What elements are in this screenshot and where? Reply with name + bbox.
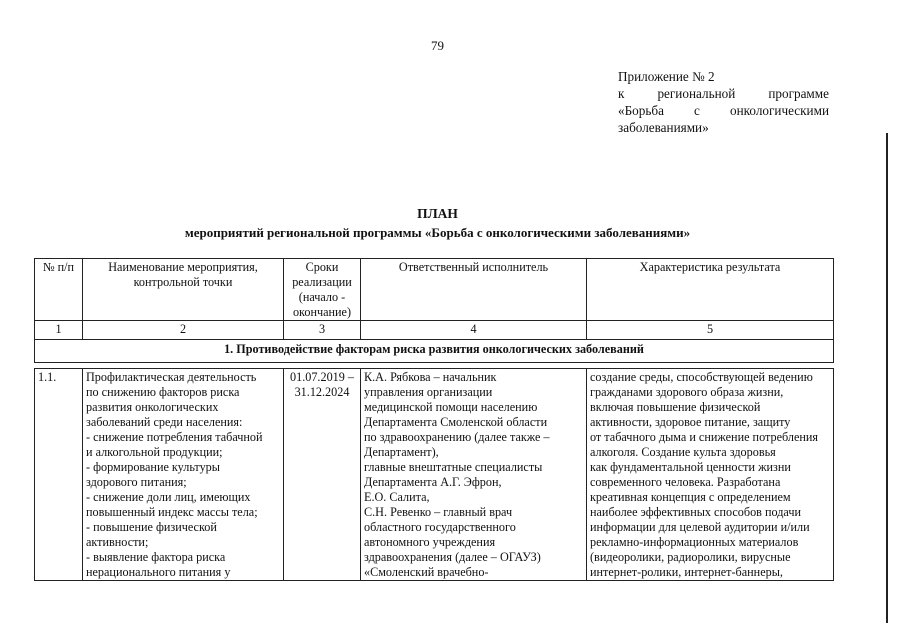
- plan-table: [34, 258, 834, 581]
- text-line: от табачного дыма и снижение потребления: [590, 430, 819, 444]
- appendix-word: онкологическими: [730, 103, 829, 118]
- text-line: - снижение потребления табачной: [86, 430, 263, 444]
- text-line: и алкогольной продукции;: [86, 445, 223, 459]
- text-line: 31.12.2024: [294, 385, 350, 399]
- text-line: здравоохранения (далее – ОГАУЗ): [364, 550, 541, 564]
- text-line: нерационального питания у: [86, 565, 231, 579]
- section-heading: 1. Противодействие факторам риска развития онкологических заболеваний: [35, 340, 834, 363]
- document-subtitle: мероприятий региональной программы «Борьба с онкологическими заболеваниями»: [184, 225, 691, 240]
- text-line: наиболее эффективных способов подачи: [590, 505, 802, 519]
- text-line: Департамента Смоленской области: [364, 415, 548, 429]
- text-line: главные внештатные специалисты: [364, 460, 543, 474]
- appendix-line-2: [618, 85, 829, 102]
- executor-cell: [361, 369, 587, 581]
- text-line: Департамент),: [364, 445, 439, 459]
- text-line: областного государственного: [364, 520, 516, 534]
- text-line: медицинской помощи населению: [364, 400, 538, 414]
- text-line: - повышение физической: [86, 520, 217, 534]
- appendix-word: к: [618, 86, 625, 101]
- text-line: информации для целевой аудитории и/или: [590, 520, 810, 534]
- text-line: повышенный индекс массы тела;: [86, 505, 258, 519]
- text-line: по здравоохранению (далее также –: [364, 430, 550, 444]
- text-line: алкоголя. Создание культа здоровья: [590, 445, 776, 459]
- text-line: по снижению факторов риска: [86, 385, 240, 399]
- column-number: 2: [83, 321, 284, 340]
- header-cell-result: Характеристика результата: [587, 259, 834, 321]
- text-line: рекламно-информационных материалов: [590, 535, 799, 549]
- text-line: - выявление фактора риска: [86, 550, 226, 564]
- text-line: - снижение доли лиц, имеющих: [86, 490, 251, 504]
- column-number: 1: [35, 321, 83, 340]
- column-number: 5: [587, 321, 834, 340]
- page-number: 79: [431, 38, 444, 53]
- dates-cell: [284, 369, 361, 581]
- text-line: Департамента А.Г. Эфрон,: [364, 475, 502, 489]
- text-line: креативная концепция с определением: [590, 490, 791, 504]
- text-line: К.А. Рябкова – начальник: [364, 370, 497, 384]
- header-cell-name: Наименование мероприятия, контрольной точки: [83, 259, 284, 321]
- page-edge-rule: [886, 133, 888, 623]
- header-cell-num: № п/п: [35, 259, 83, 321]
- text-line: С.Н. Ревенко – главный врач: [364, 505, 513, 519]
- text-line: Е.О. Салита,: [364, 490, 430, 504]
- text-line: как фундаментальной ценности жизни: [590, 460, 791, 474]
- text-line: активности;: [86, 535, 149, 549]
- text-line: современного человека. Разработана: [590, 475, 781, 489]
- text-line: гражданами здорового образа жизни,: [590, 385, 784, 399]
- section-row: [35, 340, 834, 363]
- appendix-word: региональной: [657, 86, 736, 101]
- text-line: «Смоленский врачебно-: [364, 565, 489, 579]
- document-title: ПЛАН: [417, 206, 458, 221]
- text-line: (видеоролики, радиоролики, вирусные: [590, 550, 791, 564]
- appendix-line-4: заболеваниями»: [618, 120, 709, 135]
- text-line: управления организации: [364, 385, 493, 399]
- row-number: 1.1.: [35, 369, 83, 581]
- table-header-row: [35, 259, 834, 321]
- text-line: Профилактическая деятельность: [86, 370, 257, 384]
- text-line: автономного учреждения: [364, 535, 496, 549]
- appendix-block: [618, 68, 829, 136]
- appendix-word: «Борьба: [618, 103, 664, 118]
- activity-name-cell: [83, 369, 284, 581]
- column-number: 3: [284, 321, 361, 340]
- column-number: 4: [361, 321, 587, 340]
- table-row: [35, 369, 834, 581]
- text-line: создание среды, способствующей ведению: [590, 370, 813, 384]
- column-number-row: [35, 321, 834, 340]
- appendix-word: программе: [768, 86, 829, 101]
- text-line: 01.07.2019 –: [290, 370, 354, 384]
- appendix-line-3: [618, 102, 829, 119]
- text-line: включая повышение физической: [590, 400, 761, 414]
- text-line: интернет-ролики, интернет-баннеры,: [590, 565, 783, 579]
- header-cell-executor: Ответственный исполнитель: [361, 259, 587, 321]
- result-cell: [587, 369, 834, 581]
- text-line: заболеваний среди населения:: [86, 415, 243, 429]
- text-line: активности, здоровое питание, защиту: [590, 415, 791, 429]
- text-line: - формирование культуры: [86, 460, 220, 474]
- header-cell-dates: Сроки реализации (начало - окончание): [284, 259, 361, 321]
- text-line: развития онкологических: [86, 400, 219, 414]
- text-line: здорового питания;: [86, 475, 187, 489]
- appendix-word: с: [694, 103, 700, 118]
- appendix-line-1: Приложение № 2: [618, 69, 715, 84]
